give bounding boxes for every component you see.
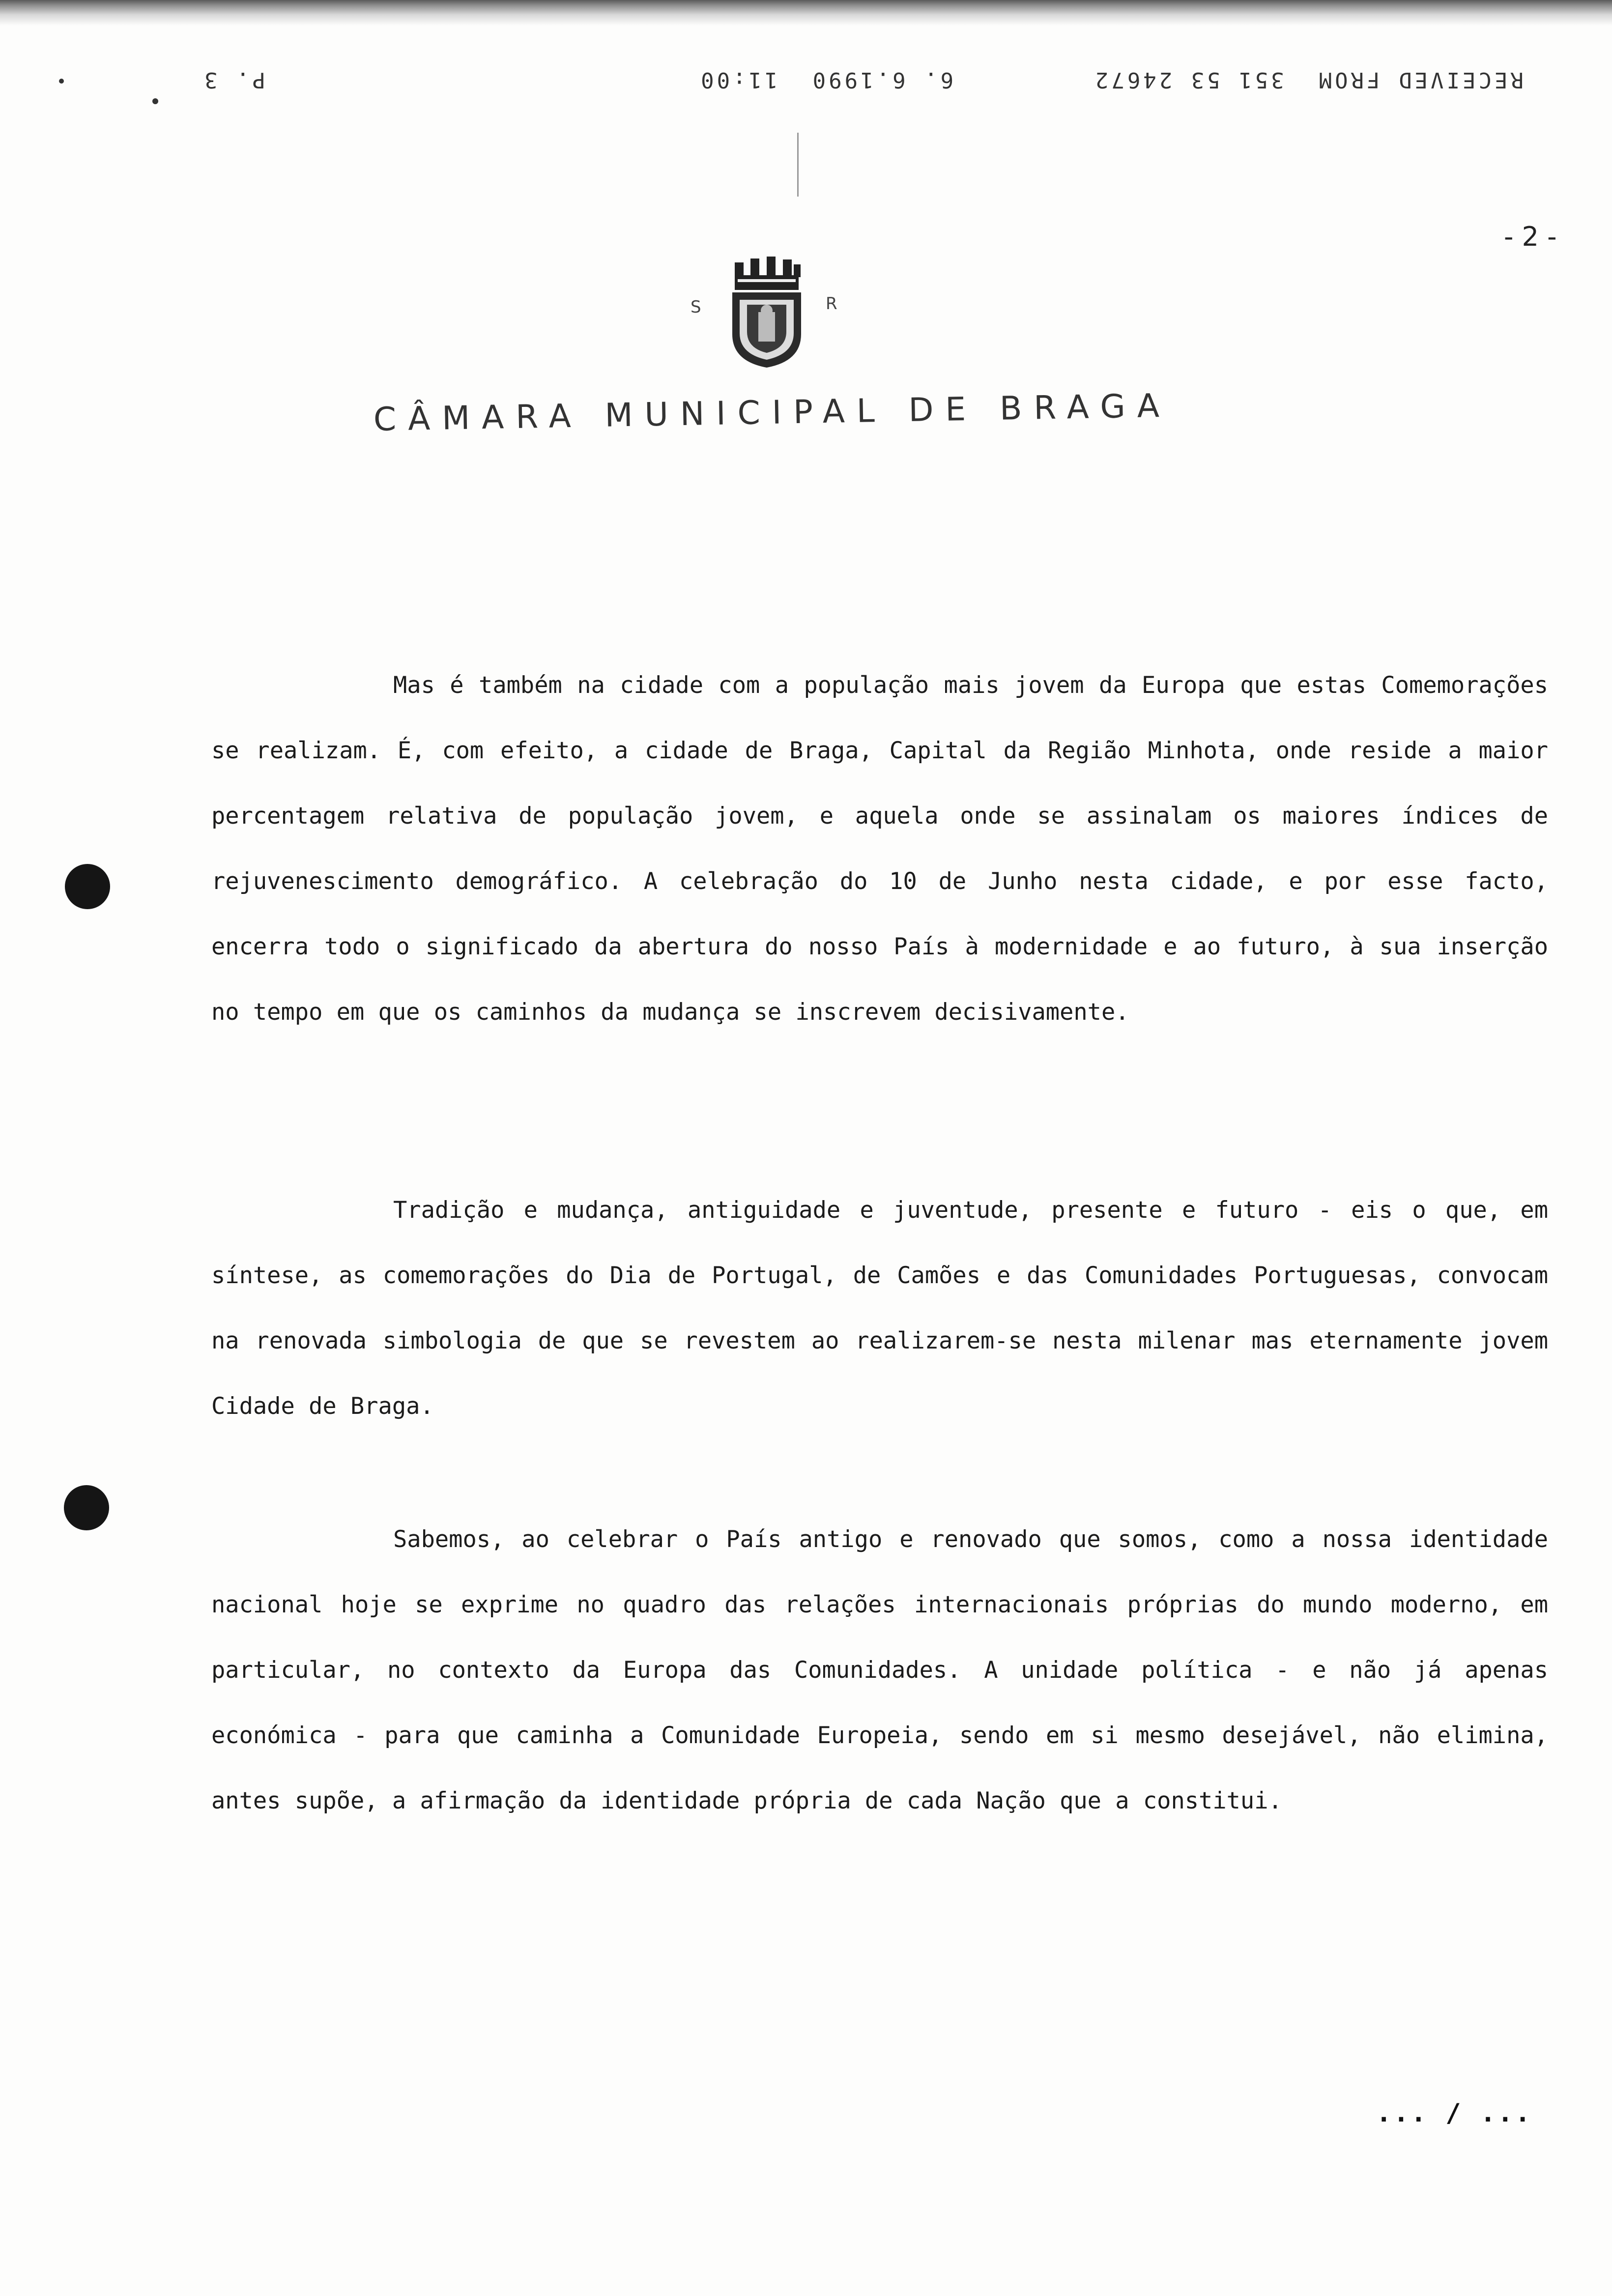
punch-hole: [65, 864, 110, 909]
crest-letter-r: R: [826, 294, 837, 314]
body-paragraph-1: [211, 653, 1548, 1045]
scan-artifact: [152, 98, 158, 104]
page-number: - 2 -: [1504, 221, 1557, 252]
body-paragraph-2: [211, 1177, 1548, 1439]
continuation-mark: ... / ...: [1376, 2098, 1532, 2128]
crest-letter-s: S: [691, 297, 701, 317]
punch-hole: [64, 1485, 109, 1530]
fax-header: [167, 58, 1524, 92]
fax-datetime: 6. 6.1990 11:00: [698, 67, 953, 92]
scan-edge: [0, 0, 1612, 26]
institution-name: CÂMARA MUNICIPAL DE BRAGA: [373, 386, 1172, 438]
fax-received-from: RECEIVED FROM 351 53 24672: [1092, 67, 1524, 92]
paragraph-text: Mas é também na cidade com a população mais jovem da Europa que estas Comemorações se realizam. É, com efeito, a cidade de Braga, Capital da Região Minhota, onde reside a maior percentagem relativa de população jovem, e aquela onde se assinalam os maiores índices de rejuvenescimento demográfico. A celebração do 10 de Junho nesta cidade, e por esse facto, encerra todo o significado da abertura do nosso País à modernidade e ao futuro, à sua inserção no tempo em que os caminhos da mudança se inscrevem decisivamente.: [211, 672, 1548, 1026]
braga-crest-icon: [720, 256, 813, 369]
scan-artifact: [59, 79, 64, 84]
body-paragraph-3: [211, 1507, 1548, 1834]
paragraph-text: Sabemos, ao celebrar o País antigo e renovado que somos, como a nossa identidade nacional hoje se exprime no quadro das relações internacionais próprias do mundo moderno, em particular, no contexto da Europa das Comunidades. A unidade política - e não já apenas económica - para que caminha a Comunidade Europeia, sendo em si mesmo desejável, não elimina, antes supõe, a afirmação da identidade própria de cada Nação que a constitui.: [211, 1526, 1548, 1814]
fax-page: P. 3: [202, 67, 265, 92]
paragraph-text: Tradição e mudança, antiguidade e juventude, presente e futuro - eis o que, em síntese, as comemorações do Dia de Portugal, de Camões e das Comunidades Portuguesas, convocam na renovada simbologia de que se revestem ao realizarem-se nesta milenar mas eternamente jovem Cidade de Braga.: [211, 1197, 1548, 1420]
scan-artifact: [797, 133, 799, 197]
